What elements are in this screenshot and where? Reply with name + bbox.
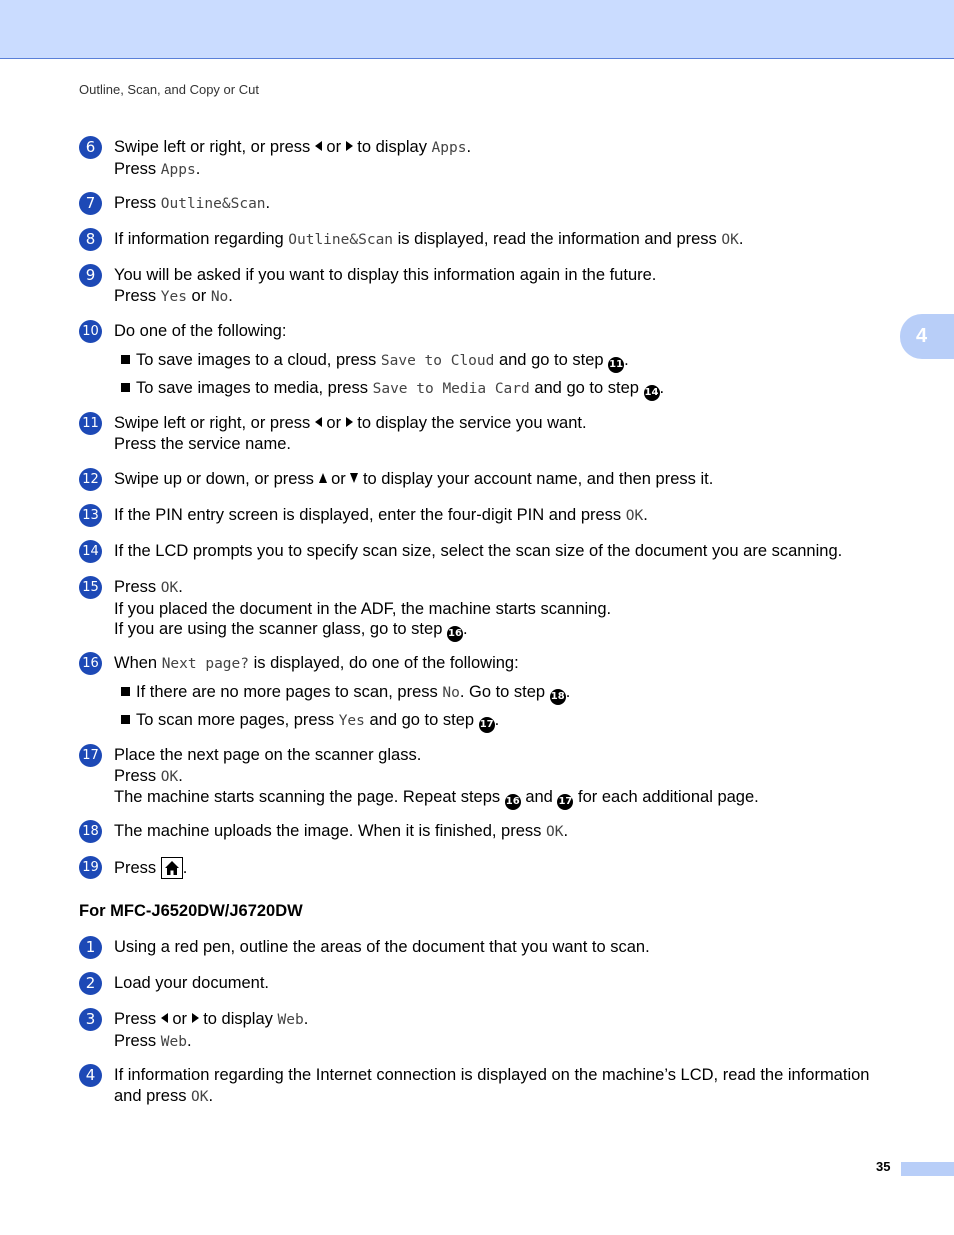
lcd-text: No — [442, 685, 460, 701]
step-number-badge: 8 — [79, 228, 102, 251]
lcd-text: Apps — [160, 161, 196, 178]
page-number: 35 — [876, 1159, 891, 1174]
lcd-text: OK — [625, 508, 644, 524]
bullet-square-icon — [121, 355, 130, 364]
lcd-text: Save to Cloud — [380, 353, 495, 369]
step-text: Using a red pen, outline the areas of the document that you want to scan. — [114, 938, 650, 956]
step-reference: 18 — [550, 689, 566, 705]
step-number-badge: 16 — [79, 652, 102, 675]
step-text: Swipe left or right, or press or to display Apps. Press Apps. — [114, 138, 472, 178]
step-text: If the LCD prompts you to specify scan size, select the scan size of the document you are scanning. — [114, 542, 843, 560]
lcd-text: OK — [545, 824, 564, 840]
step-text: Press . — [114, 859, 188, 877]
step-number-badge: 6 — [79, 136, 102, 159]
step-text: If information regarding the Internet connection is displayed on the machine’s LCD, read the information and press OK. — [114, 1066, 870, 1105]
arrow-left-icon — [315, 417, 322, 427]
bullet-item: To scan more pages, press Yes and go to step 17. — [121, 710, 499, 733]
step-number-badge: 19 — [79, 856, 102, 879]
home-icon — [161, 857, 183, 879]
page-number-bar — [901, 1162, 954, 1176]
lcd-text: OK — [191, 1088, 209, 1105]
step-number-badge: 9 — [79, 264, 102, 287]
chapter-tab[interactable]: 4 — [900, 314, 954, 359]
lcd-text: Outline&Scan — [288, 232, 394, 248]
step-text: Swipe up or down, or press or to display your account name, and then press it. — [114, 470, 714, 488]
breadcrumb: Outline, Scan, and Copy or Cut — [79, 82, 259, 97]
step-text: If the PIN entry screen is displayed, enter the four-digit PIN and press OK. — [114, 506, 648, 524]
step-number-badge: 3 — [79, 1008, 102, 1031]
step-number-badge: 14 — [79, 540, 102, 563]
bullet-square-icon — [121, 383, 130, 392]
step-number-badge: 2 — [79, 972, 102, 995]
step-reference: 16 — [447, 626, 463, 642]
step-number-badge: 7 — [79, 192, 102, 215]
step-text: You will be asked if you want to display this information again in the future. Press Yes or No. — [114, 266, 657, 305]
lcd-text: OK — [721, 232, 739, 248]
step-text: Swipe left or right, or press or to display the service you want. Press the service name. — [114, 414, 587, 453]
step-number-badge: 15 — [79, 576, 102, 599]
bullet-item: To save images to a cloud, press Save to Cloud and go to step 11. — [121, 350, 629, 373]
step-number-badge: 13 — [79, 504, 102, 527]
arrow-left-icon — [161, 1013, 168, 1023]
step-number-badge: 4 — [79, 1064, 102, 1087]
step-number-badge: 12 — [79, 468, 102, 491]
step-reference: 11 — [608, 357, 624, 373]
step-number-badge: 10 — [79, 320, 102, 343]
lcd-text: Web — [277, 1012, 304, 1028]
bullet-item: To save images to media, press Save to Media Card and go to step 14. — [121, 378, 664, 401]
lcd-text: No — [210, 288, 229, 305]
step-text: Place the next page on the scanner glass. Press OK. The machine starts scanning the page. Repeat steps 16 and 17 for each additional page. — [114, 745, 894, 810]
bullet-item: If there are no more pages to scan, press No. Go to step 18. — [121, 682, 570, 705]
arrow-down-icon — [350, 473, 358, 483]
arrow-up-icon — [319, 473, 327, 483]
lcd-text: Outline&Scan — [160, 196, 266, 212]
step-number-badge: 17 — [79, 744, 102, 767]
step-text: Do one of the following: — [114, 322, 287, 340]
bullet-square-icon — [121, 715, 130, 724]
step-text: The machine uploads the image. When it is finished, press OK. — [114, 822, 569, 840]
lcd-text: Web — [160, 1033, 187, 1050]
step-reference: 14 — [644, 385, 660, 401]
step-number-badge: 18 — [79, 820, 102, 843]
lcd-text: Apps — [431, 140, 467, 156]
header-band — [0, 0, 954, 59]
lcd-text: OK — [160, 768, 179, 785]
lcd-text: Next page? — [161, 656, 249, 672]
arrow-right-icon — [346, 417, 353, 427]
step-reference: 17 — [479, 717, 495, 733]
step-text: Press or to display Web. Press Web. — [114, 1010, 309, 1050]
arrow-left-icon — [315, 141, 322, 151]
arrow-right-icon — [192, 1013, 199, 1023]
arrow-right-icon — [346, 141, 353, 151]
section-heading: For MFC-J6520DW/J6720DW — [79, 902, 303, 920]
bullet-square-icon — [121, 687, 130, 696]
step-text: Press OK. If you placed the document in the ADF, the machine starts scanning. If you are using the scanner glass, go to step 16. — [114, 577, 894, 642]
step-text: If information regarding Outline&Scan is displayed, read the information and press OK. — [114, 230, 744, 248]
step-text: Press Outline&Scan. — [114, 194, 271, 212]
step-number-badge: 11 — [79, 412, 102, 435]
step-text: When Next page? is displayed, do one of the following: — [114, 654, 519, 672]
lcd-text: Yes — [338, 713, 365, 729]
lcd-text: Save to Media Card — [372, 381, 530, 397]
step-reference: 16 — [505, 794, 521, 810]
step-text: Load your document. — [114, 974, 270, 992]
step-number-badge: 1 — [79, 936, 102, 959]
lcd-text: Yes — [160, 288, 187, 305]
lcd-text: OK — [160, 580, 179, 596]
step-reference: 17 — [557, 794, 573, 810]
